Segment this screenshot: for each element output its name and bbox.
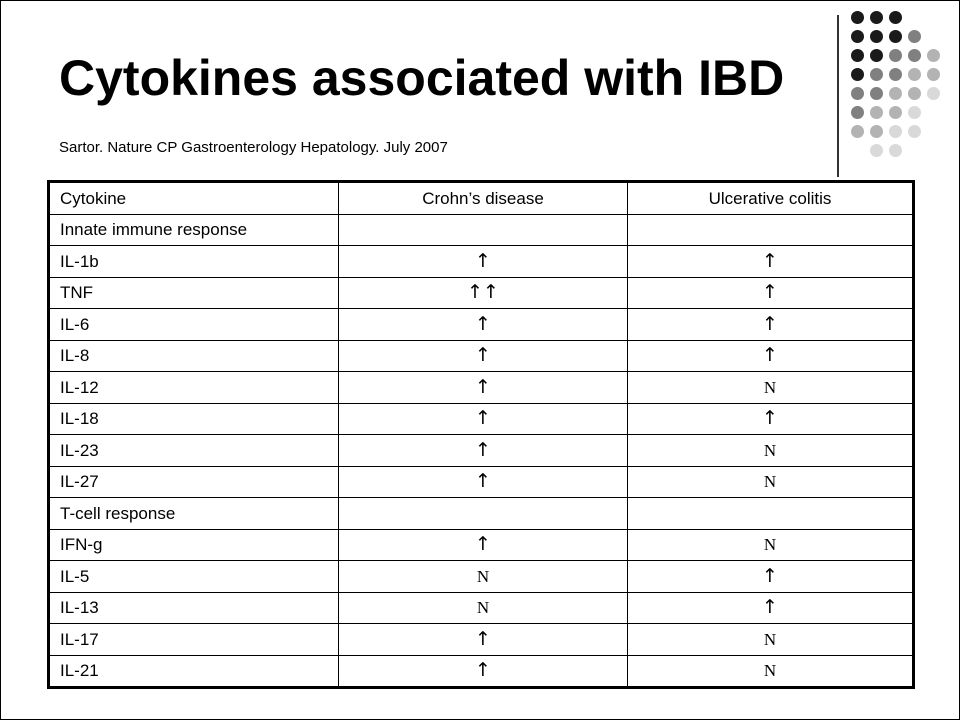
uc-value: N xyxy=(628,372,914,404)
decorative-dot xyxy=(889,144,902,157)
header-ulcerative-colitis: Ulcerative colitis xyxy=(628,182,914,215)
citation-subtitle: Sartor. Nature CP Gastroenterology Hepatology. July 2007 xyxy=(59,139,448,156)
table-row xyxy=(49,529,914,561)
table-row xyxy=(49,466,914,498)
table-row xyxy=(49,246,914,278)
table-row xyxy=(49,372,914,404)
decorative-dot xyxy=(908,106,921,119)
decorative-dot xyxy=(908,68,921,81)
decorative-dot xyxy=(851,106,864,119)
decorative-dot xyxy=(927,68,940,81)
table-row xyxy=(49,498,914,530)
crohns-value: ↑ xyxy=(339,466,628,498)
cytokine-name: Innate immune response xyxy=(49,214,339,246)
cytokine-name: IL-18 xyxy=(49,403,339,435)
uc-value: N xyxy=(628,435,914,467)
cytokine-name: T-cell response xyxy=(49,498,339,530)
decorative-dot xyxy=(889,68,902,81)
table-row xyxy=(49,277,914,309)
slide-title: Cytokines associated with IBD xyxy=(59,50,785,106)
cytokine-name: IL-1b xyxy=(49,246,339,278)
decorative-dot xyxy=(927,87,940,100)
table-row xyxy=(49,592,914,624)
decorative-dot xyxy=(851,87,864,100)
uc-value: N xyxy=(628,655,914,688)
table-row xyxy=(49,214,914,246)
cytokine-name: IL-17 xyxy=(49,624,339,656)
decorative-dot xyxy=(851,125,864,138)
decorative-dot xyxy=(908,30,921,43)
crohns-value: ↑↑ xyxy=(339,277,628,309)
cytokine-name: TNF xyxy=(49,277,339,309)
crohns-value: ↑ xyxy=(339,340,628,372)
decorative-dot xyxy=(870,144,883,157)
decorative-dot xyxy=(927,49,940,62)
decorative-dot xyxy=(870,87,883,100)
crohns-value: ↑ xyxy=(339,309,628,341)
table-row xyxy=(49,435,914,467)
table-row xyxy=(49,624,914,656)
table-row xyxy=(49,309,914,341)
uc-value: N xyxy=(628,466,914,498)
cytokine-table xyxy=(47,180,915,689)
decorative-dot xyxy=(870,68,883,81)
decorative-dot xyxy=(851,11,864,24)
cytokine-name: IFN-g xyxy=(49,529,339,561)
decorative-dot xyxy=(851,30,864,43)
uc-value: ↑ xyxy=(628,561,914,593)
table-row xyxy=(49,340,914,372)
uc-value: ↑ xyxy=(628,403,914,435)
decorative-dot xyxy=(908,49,921,62)
decorative-dot xyxy=(889,106,902,119)
decorative-dot xyxy=(908,125,921,138)
table-body xyxy=(49,214,914,688)
uc-value: ↑ xyxy=(628,277,914,309)
cytokine-name: IL-27 xyxy=(49,466,339,498)
decorative-divider xyxy=(837,15,839,177)
table-row xyxy=(49,561,914,593)
decorative-dot xyxy=(851,49,864,62)
decorative-dot xyxy=(889,125,902,138)
cytokine-name: IL-8 xyxy=(49,340,339,372)
crohns-value xyxy=(339,498,628,530)
cytokine-name: IL-13 xyxy=(49,592,339,624)
uc-value: N xyxy=(628,624,914,656)
uc-value: N xyxy=(628,529,914,561)
cytokine-name: IL-5 xyxy=(49,561,339,593)
decorative-dot xyxy=(908,87,921,100)
uc-value: ↑ xyxy=(628,246,914,278)
decorative-dot xyxy=(870,49,883,62)
crohns-value: ↑ xyxy=(339,246,628,278)
crohns-value: N xyxy=(339,561,628,593)
uc-value: ↑ xyxy=(628,340,914,372)
decorative-dot xyxy=(889,49,902,62)
header-cytokine: Cytokine xyxy=(49,182,339,215)
table-row xyxy=(49,403,914,435)
decorative-dot xyxy=(889,11,902,24)
table-row xyxy=(49,655,914,688)
uc-value: ↑ xyxy=(628,592,914,624)
crohns-value: ↑ xyxy=(339,372,628,404)
decorative-dot xyxy=(870,125,883,138)
decorative-dot xyxy=(889,30,902,43)
cytokine-name: IL-23 xyxy=(49,435,339,467)
crohns-value: ↑ xyxy=(339,403,628,435)
crohns-value: N xyxy=(339,592,628,624)
decorative-dot xyxy=(870,11,883,24)
decorative-dot-grid xyxy=(851,11,951,161)
cytokine-name: IL-6 xyxy=(49,309,339,341)
uc-value xyxy=(628,498,914,530)
decorative-dot xyxy=(870,30,883,43)
crohns-value: ↑ xyxy=(339,655,628,688)
crohns-value: ↑ xyxy=(339,529,628,561)
decorative-dot xyxy=(889,87,902,100)
cytokine-name: IL-12 xyxy=(49,372,339,404)
crohns-value: ↑ xyxy=(339,624,628,656)
uc-value: ↑ xyxy=(628,309,914,341)
cytokine-name: IL-21 xyxy=(49,655,339,688)
uc-value xyxy=(628,214,914,246)
decorative-dot xyxy=(851,68,864,81)
header-crohns-disease: Crohn’s disease xyxy=(339,182,628,215)
table-header-row xyxy=(49,182,914,215)
crohns-value: ↑ xyxy=(339,435,628,467)
decorative-dot xyxy=(870,106,883,119)
crohns-value xyxy=(339,214,628,246)
